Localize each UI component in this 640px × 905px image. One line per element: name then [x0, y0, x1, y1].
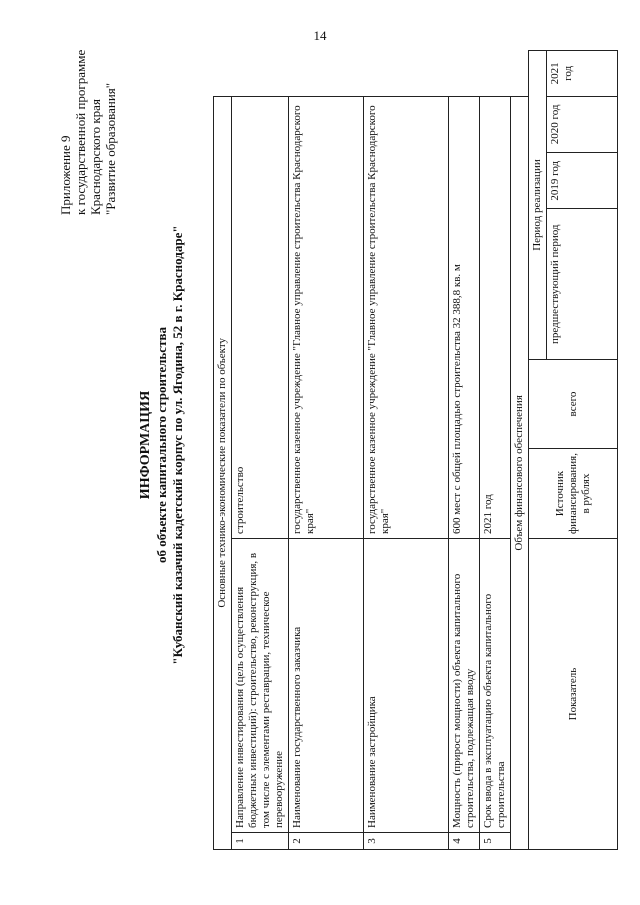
title-block: [138, 10, 186, 880]
row-number: 2: [289, 833, 364, 850]
col-total: всего: [529, 360, 618, 449]
row-number: 5: [480, 833, 511, 850]
landscape-content: [50, 10, 592, 880]
row-value: 2021 год: [480, 96, 511, 538]
table-row: [480, 51, 511, 850]
row-number: 1: [232, 833, 289, 850]
row-value: строительство: [232, 96, 289, 538]
appendix-line-1: Приложение 9: [58, 135, 73, 215]
table-row: [449, 51, 480, 850]
row-label: Срок ввода в эксплуатацию объекта капитального строительства: [480, 539, 511, 833]
info-table: [213, 50, 618, 850]
appendix-block: [58, 15, 118, 215]
row-value: государственное казенное учреждение "Главное управление строительства Краснодарского края": [289, 96, 364, 538]
row-label: Наименование государственного заказчика: [289, 539, 364, 833]
object-name: "Кубанский казачий кадетский корпус по ул. Ягодина, 52 в г. Краснодаре": [170, 225, 185, 665]
table-row: [289, 51, 364, 850]
col-period: Период реализации: [529, 51, 547, 360]
col-2019: 2019 год: [547, 153, 618, 209]
row-number: 3: [364, 833, 449, 850]
table-row: [364, 51, 449, 850]
document-title: ИНФОРМАЦИЯ: [138, 390, 153, 500]
appendix-line-3: Краснодарского края: [88, 99, 103, 215]
funding-header: Объем финансового обеспечения: [511, 96, 529, 849]
col-prev-period: предшествующий период: [547, 209, 618, 360]
row-label: Мощность (прирост мощности) объекта капитального строительства, подлежащая вводу: [449, 539, 480, 833]
document-subtitle: об объекте капитального строительства: [154, 327, 169, 563]
appendix-line-4: "Развитие образования": [103, 82, 118, 215]
table-row: [232, 51, 289, 850]
row-value: 600 мест с общей площадью строительства 32 388,8 кв. м: [449, 96, 480, 538]
row-value: государственное казенное учреждение "Главное управление строительства Краснодарского края": [364, 96, 449, 538]
col-source: Источник финансирования, в рублях: [529, 449, 618, 539]
page-number: 14: [313, 28, 327, 43]
col-2020: 2020 год: [547, 96, 618, 152]
row-number: 4: [449, 833, 480, 850]
section-header: Основные технико-экономические показатели по объекту: [214, 96, 232, 849]
col-indicator: Показатель: [529, 539, 618, 850]
row-label: Направление инвестирования (цель осуществления бюджетных инвестиций): строительство, реконструкция, в том числе с элементами реставрации, техническое перевооружение: [232, 539, 289, 833]
col-2021: 2021 год: [547, 51, 618, 97]
appendix-line-2: к государственной программе: [73, 49, 88, 215]
row-label: Наименование застройщика: [364, 539, 449, 833]
